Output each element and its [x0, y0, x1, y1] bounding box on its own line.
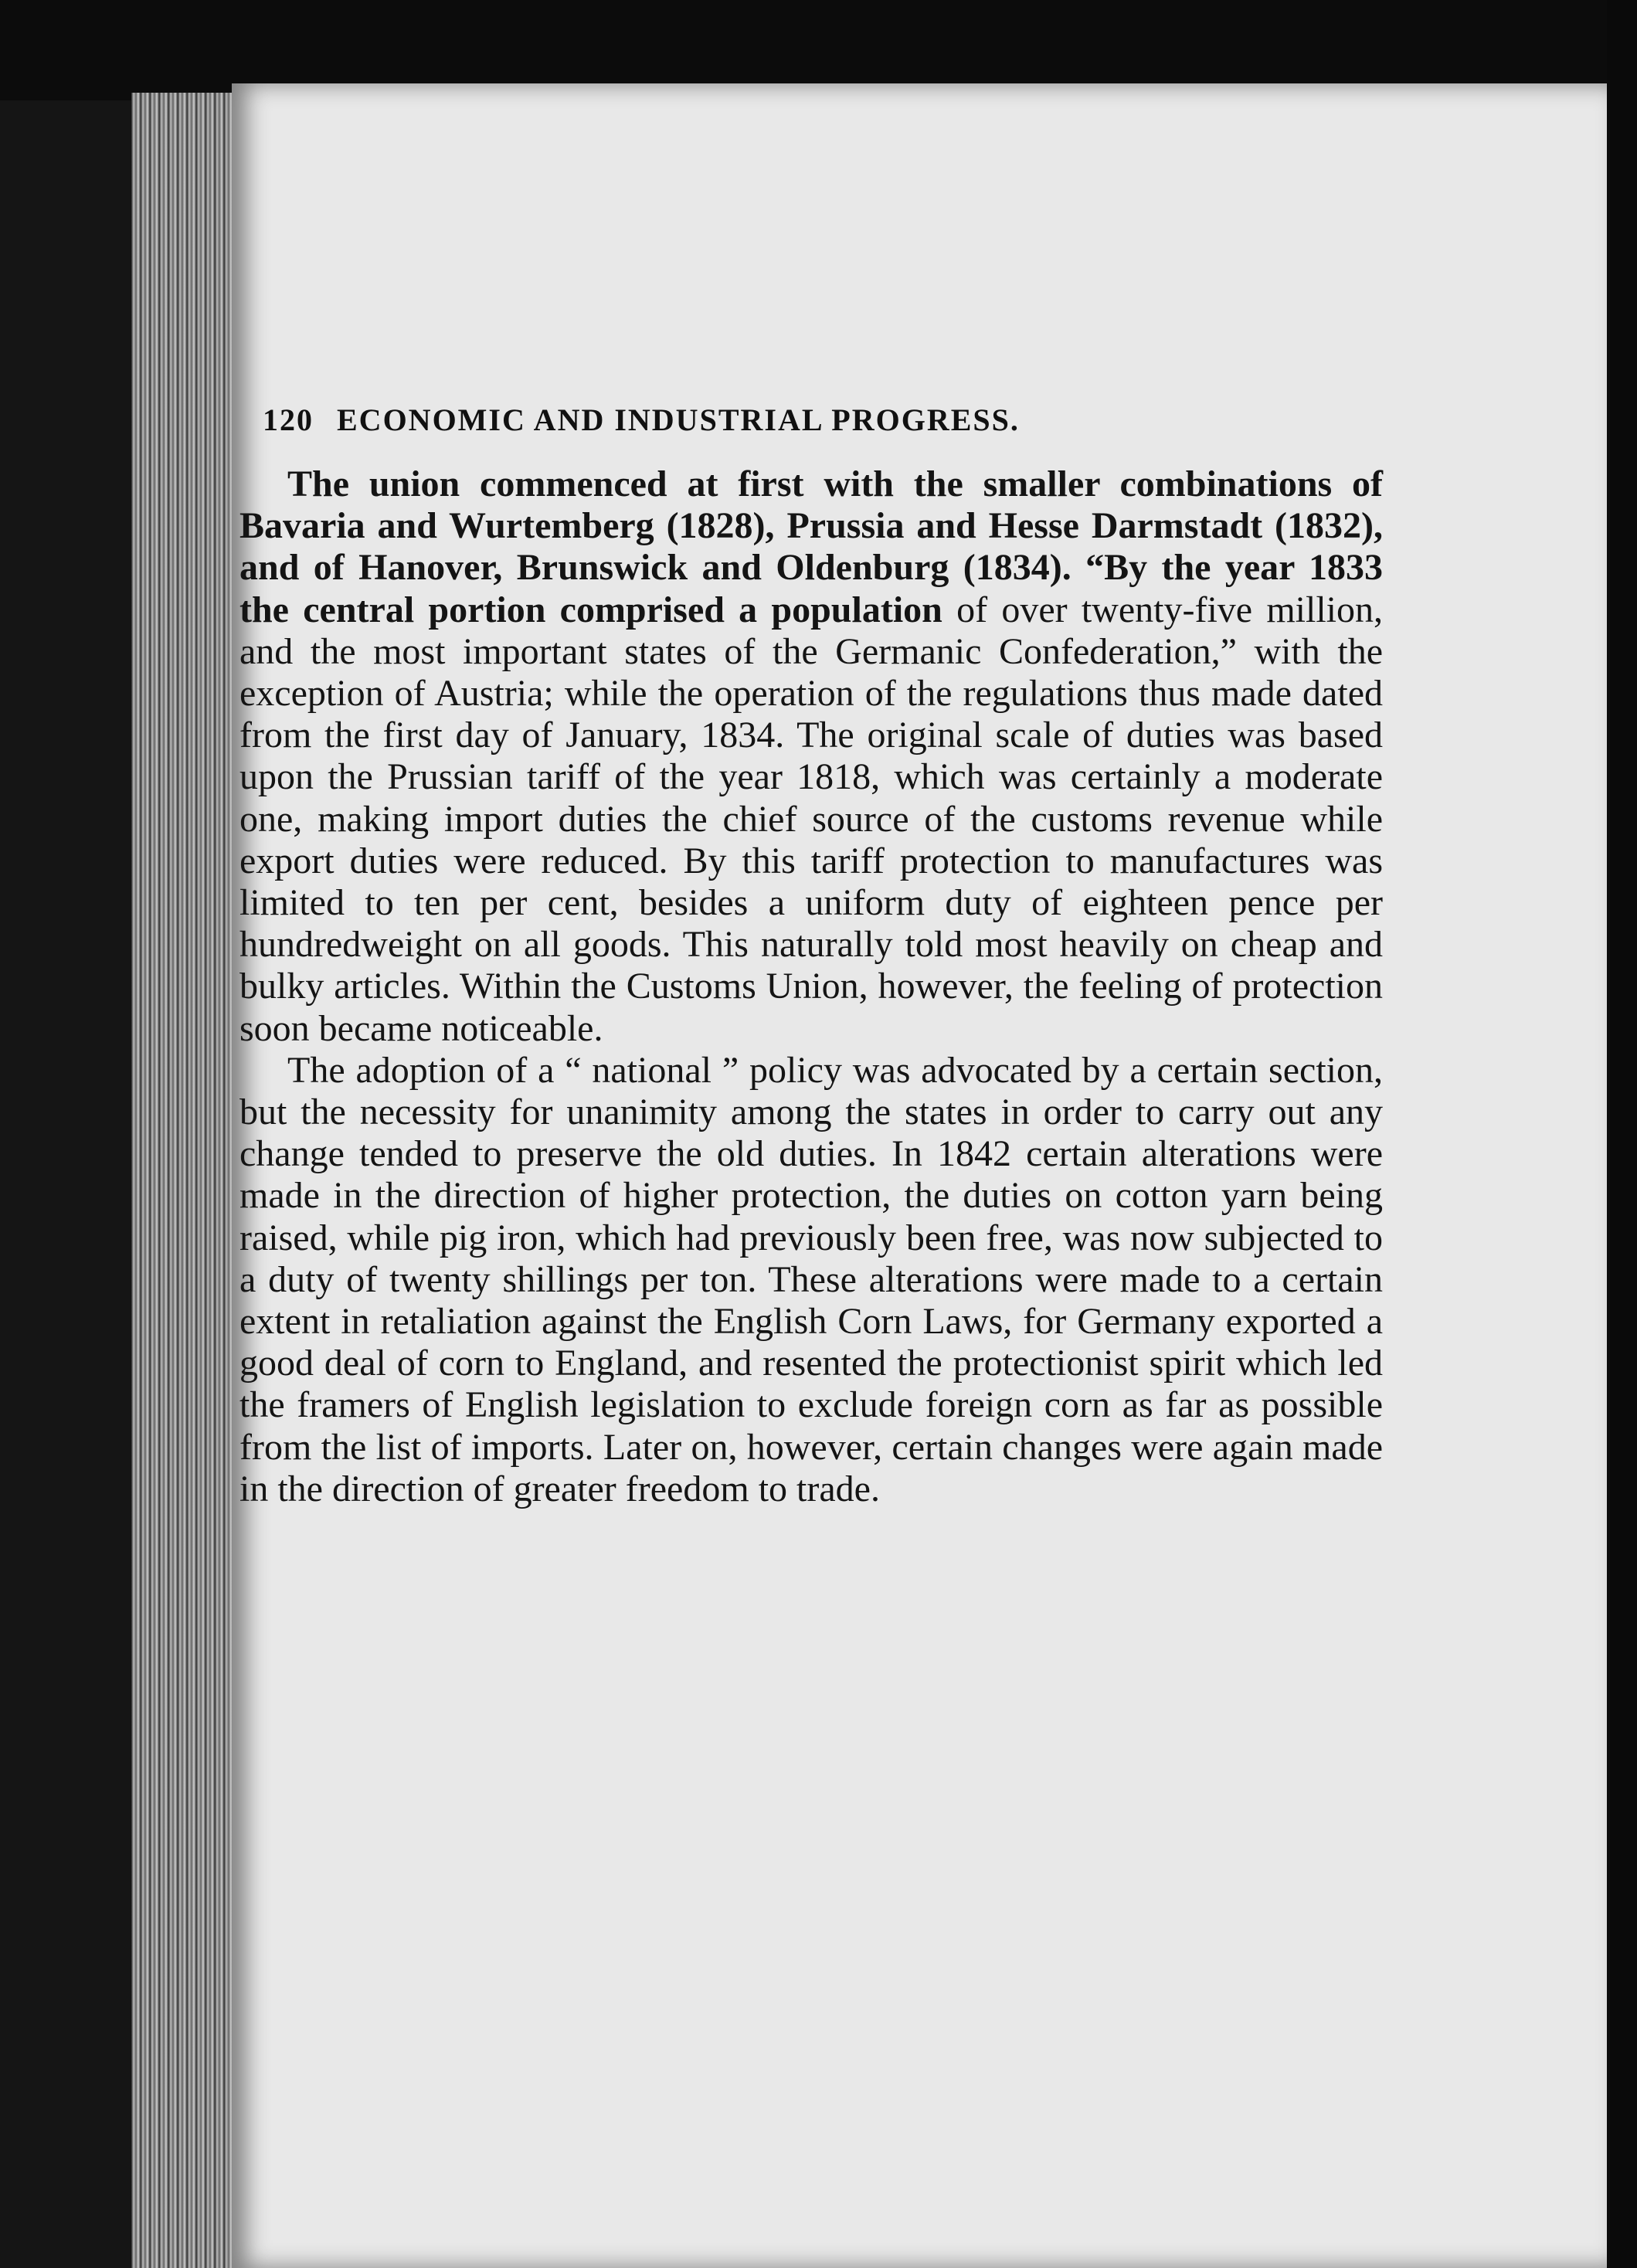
paragraph-1	[239, 463, 1383, 1050]
running-header	[263, 402, 1344, 438]
paragraph-2-text: The adoption of a “ national ” policy was advocated by a certain section, but the necessity for unanimity among the states in order to carry out any change tended to preserve the old duties. In 1842 certain alterations were made in the direction of higher protection, the duties on cotton yarn being raised, while pig iron, which had previously been free, was now subjected to a duty of twenty shillings per ton. These alterations were made to a certain extent in retaliation against the English Corn Laws, for Germany exported a good deal of corn to England, and resented the protectionist spirit which led the framers of English legislation to exclude foreign corn as far as possible from the list of imports. Later on, however, certain changes were again made in the direction of greater freedom to trade.	[239, 1049, 1383, 1509]
scan-right-border	[1607, 0, 1637, 2268]
paragraph-1-text: of over twenty-five million, and the most important states of the Germanic Confederation,” with the exception of Austria; while the operation of the regulations thus made dated from the first day of January, 1834. The original scale of duties was based upon the Prussian tariff of the year 1818, which was certainly a moderate one, making import duties the chief source of the customs revenue while export duties were reduced. By this tariff protection to manufactures was limited to ten per cent, besides a uniform duty of eighteen pence per hundredweight on all goods. This naturally told most heavily on cheap and bulky articles. Within the Customs Union, however, the feeling of protection soon became noticeable.	[239, 589, 1384, 1049]
page-number: 120	[263, 402, 314, 437]
paragraph-2	[239, 1050, 1383, 1510]
book-page-edges	[131, 93, 239, 2268]
body-text	[239, 463, 1383, 1510]
paragraph-1-bold-lead: The union commenced at first with the smaller combinations of Bavaria and Wurtemberg (1828), Prussia and Hesse Darmstadt (1832), and of Hanover, Brunswick and Oldenburg (1834). “By the year 1833 the central portion comprised a population	[239, 463, 1383, 630]
running-head-title: ECONOMIC AND INDUSTRIAL PROGRESS.	[337, 402, 1020, 437]
